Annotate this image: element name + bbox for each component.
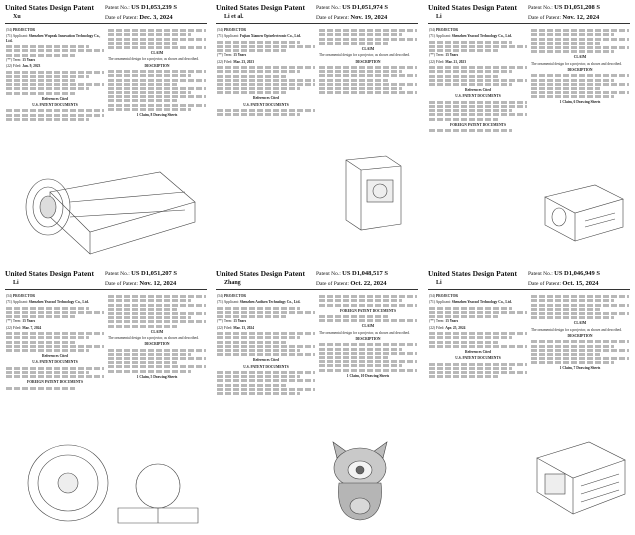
us-docs-heading: U.S. PATENT DOCUMENTS <box>243 102 289 107</box>
patent-number: Patent No.: US D1,053,239 S <box>105 4 177 11</box>
filed-field: (22) Filed: Jan. 9, 2023 <box>6 64 41 69</box>
patent-number: Patent No.: US D1,051,974 S <box>316 4 388 11</box>
description-heading: DESCRIPTION <box>355 336 381 341</box>
inventor-name: Li et al. <box>224 14 244 20</box>
patent-date: Date of Patent: Dec. 3, 2024 <box>105 14 173 21</box>
claim-text: The ornamental design for a projector, as shown and described. <box>531 61 622 66</box>
bibliographic-column <box>429 28 527 133</box>
patent-title: United States Design Patent <box>216 269 305 278</box>
description-heading: DESCRIPTION <box>567 67 593 72</box>
bibliographic-column <box>429 294 527 379</box>
claim-column <box>319 294 417 380</box>
patent-title: United States Design Patent <box>5 269 94 278</box>
us-docs-heading: U.S. PATENT DOCUMENTS <box>32 102 78 107</box>
filed-field: (22) Filed: Apr. 25, 2024 <box>429 325 466 330</box>
claim-column <box>108 294 206 381</box>
us-docs-heading: U.S. PATENT DOCUMENTS <box>455 356 501 361</box>
patent-header <box>428 4 630 24</box>
patent-title: United States Design Patent <box>216 3 305 12</box>
patent-header <box>428 270 630 290</box>
projector-drawing <box>325 438 395 523</box>
claim-column <box>319 28 417 95</box>
patent-number: Patent No.: US D1,048,517 S <box>316 270 388 277</box>
projector-drawing <box>331 152 411 232</box>
patent-header <box>5 4 207 24</box>
term-field: (**) Term: 15 Years <box>217 53 247 58</box>
filed-field: (22) Filed: Mar. 13, 2024 <box>217 325 255 330</box>
drawing-sheets-label: 1 Claim, 5 Drawing Sheets <box>136 374 178 379</box>
patent-date: Date of Patent: Oct. 15, 2024 <box>528 280 599 287</box>
applicant-field: (71) Applicant: Shenzhen Wupeak Innovation Technology Co., Ltd. <box>6 34 101 43</box>
term-field: (**) Term: 15 Years <box>6 57 36 62</box>
patent-header <box>216 270 418 290</box>
references-heading: References Cited <box>465 349 491 354</box>
foreign-docs-heading: FOREIGN PATENT DOCUMENTS <box>450 122 506 127</box>
patent-number: Patent No.: US D1,051,207 S <box>105 270 177 277</box>
bibliographic-column <box>6 294 104 391</box>
patent-header <box>5 270 207 290</box>
patent-title: United States Design Patent <box>428 269 517 278</box>
bibliographic-column <box>217 28 315 118</box>
claim-heading: CLAIM <box>361 324 375 329</box>
patent-page-5 <box>213 268 421 533</box>
product-field: (54) PROJECTOR <box>217 28 247 32</box>
description-heading: DESCRIPTION <box>144 342 170 347</box>
term-field: (**) Term: 15 Years <box>429 319 459 324</box>
patent-date: Date of Patent: Oct. 22, 2024 <box>316 280 387 287</box>
filed-field: (22) Filed: Mar. 7, 2024 <box>6 325 42 330</box>
drawing-sheets-label: 1 Claim, 6 Drawing Sheets <box>559 100 601 105</box>
description-heading: DESCRIPTION <box>355 59 381 64</box>
patent-date: Date of Patent: Nov. 19, 2024 <box>316 14 388 21</box>
projector-drawing <box>8 438 203 528</box>
term-field: (**) Term: 15 Years <box>217 319 247 324</box>
us-docs-heading: U.S. PATENT DOCUMENTS <box>455 94 501 99</box>
patent-number: Patent No.: US D1,046,949 S <box>528 270 600 277</box>
product-field: (54) PROJECTOR <box>217 294 247 298</box>
applicant-field: (71) Applicant: Fujian Xiamen Optoelectronic Co., Ltd. <box>217 34 301 39</box>
claim-text: The ornamental design for a projector, as shown and described. <box>319 53 410 58</box>
patent-title: United States Design Patent <box>5 3 94 12</box>
inventor-name: Li <box>436 14 442 20</box>
term-field: (**) Term: 15 Years <box>6 319 36 324</box>
product-field: (54) PROJECTOR <box>429 294 459 298</box>
filed-field: (22) Filed: Mar. 21, 2023 <box>429 59 467 64</box>
claim-column <box>531 294 629 373</box>
us-docs-heading: U.S. PATENT DOCUMENTS <box>243 364 289 369</box>
applicant-field: (71) Applicant: Shenzhen Aodisen Technology Co., Ltd. <box>217 300 301 305</box>
inventor-name: Zhang <box>224 280 241 286</box>
claim-heading: CLAIM <box>361 46 375 51</box>
patent-number: Patent No.: US D1,051,208 S <box>528 4 600 11</box>
drawing-sheets-label: 1 Claim, 8 Drawing Sheets <box>136 112 178 117</box>
claim-heading: CLAIM <box>573 55 587 60</box>
projector-drawing <box>10 162 200 257</box>
patent-date: Date of Patent: Nov. 12, 2024 <box>105 280 177 287</box>
patent-page-1 <box>2 2 210 264</box>
bibliographic-column <box>217 294 315 396</box>
applicant-field: (71) Applicant: Shenzhen Yeacool Technology Co., Ltd. <box>429 300 512 305</box>
claim-column <box>108 28 206 119</box>
patent-date: Date of Patent: Nov. 12, 2024 <box>528 14 600 21</box>
product-field: (54) PROJECTOR <box>429 28 459 32</box>
bibliographic-column <box>6 28 104 122</box>
claim-text: The ornamental design for a projector, as shown and described. <box>531 327 622 332</box>
product-field: (54) PROJECTOR <box>6 294 36 298</box>
inventor-name: Li <box>13 280 19 286</box>
references-heading: References Cited <box>42 96 68 101</box>
references-heading: References Cited <box>253 358 279 363</box>
us-docs-heading: U.S. PATENT DOCUMENTS <box>32 360 78 365</box>
references-heading: References Cited <box>42 353 68 358</box>
product-field: (54) PROJECTOR <box>6 28 36 32</box>
foreign-docs-heading: FOREIGN PATENT DOCUMENTS <box>27 380 83 385</box>
term-field: (**) Term: 15 Years <box>429 53 459 58</box>
inventor-name: Li <box>436 280 442 286</box>
patent-page-4 <box>2 268 210 533</box>
claim-text: The ornamental design for a projector, as shown and described. <box>319 330 410 335</box>
claim-heading: CLAIM <box>150 50 164 55</box>
claim-text: The ornamental design for a projector, as shown and described. <box>108 335 199 340</box>
filed-field: (22) Filed: Mar. 23, 2023 <box>217 59 255 64</box>
claim-heading: CLAIM <box>150 329 164 334</box>
references-heading: References Cited <box>253 96 279 101</box>
inventor-name: Xu <box>13 14 21 20</box>
claim-column <box>531 28 629 107</box>
claim-heading: CLAIM <box>573 321 587 326</box>
projector-drawing <box>535 177 627 247</box>
description-heading: DESCRIPTION <box>144 63 170 68</box>
description-heading: DESCRIPTION <box>567 333 593 338</box>
drawing-sheets-label: 1 Claim, 7 Drawing Sheets <box>559 366 601 371</box>
patent-title: United States Design Patent <box>428 3 517 12</box>
projector-drawing <box>529 428 629 523</box>
patent-page-2 <box>213 2 421 264</box>
drawing-sheets-label: 1 Claim, 10 Drawing Sheets <box>346 373 390 378</box>
claim-text: The ornamental design for a projector, as shown and described. <box>108 57 199 62</box>
patent-header <box>216 4 418 24</box>
foreign-docs-heading: FOREIGN PATENT DOCUMENTS <box>340 308 396 313</box>
references-heading: References Cited <box>465 87 491 92</box>
patent-page-3 <box>425 2 633 264</box>
applicant-field: (71) Applicant: Shenzhen Yeacool Technology Co., Ltd. <box>429 34 512 39</box>
patent-page-6 <box>425 268 633 533</box>
applicant-field: (71) Applicant: Shenzhen Yeacool Technology Co., Ltd. <box>6 300 89 305</box>
